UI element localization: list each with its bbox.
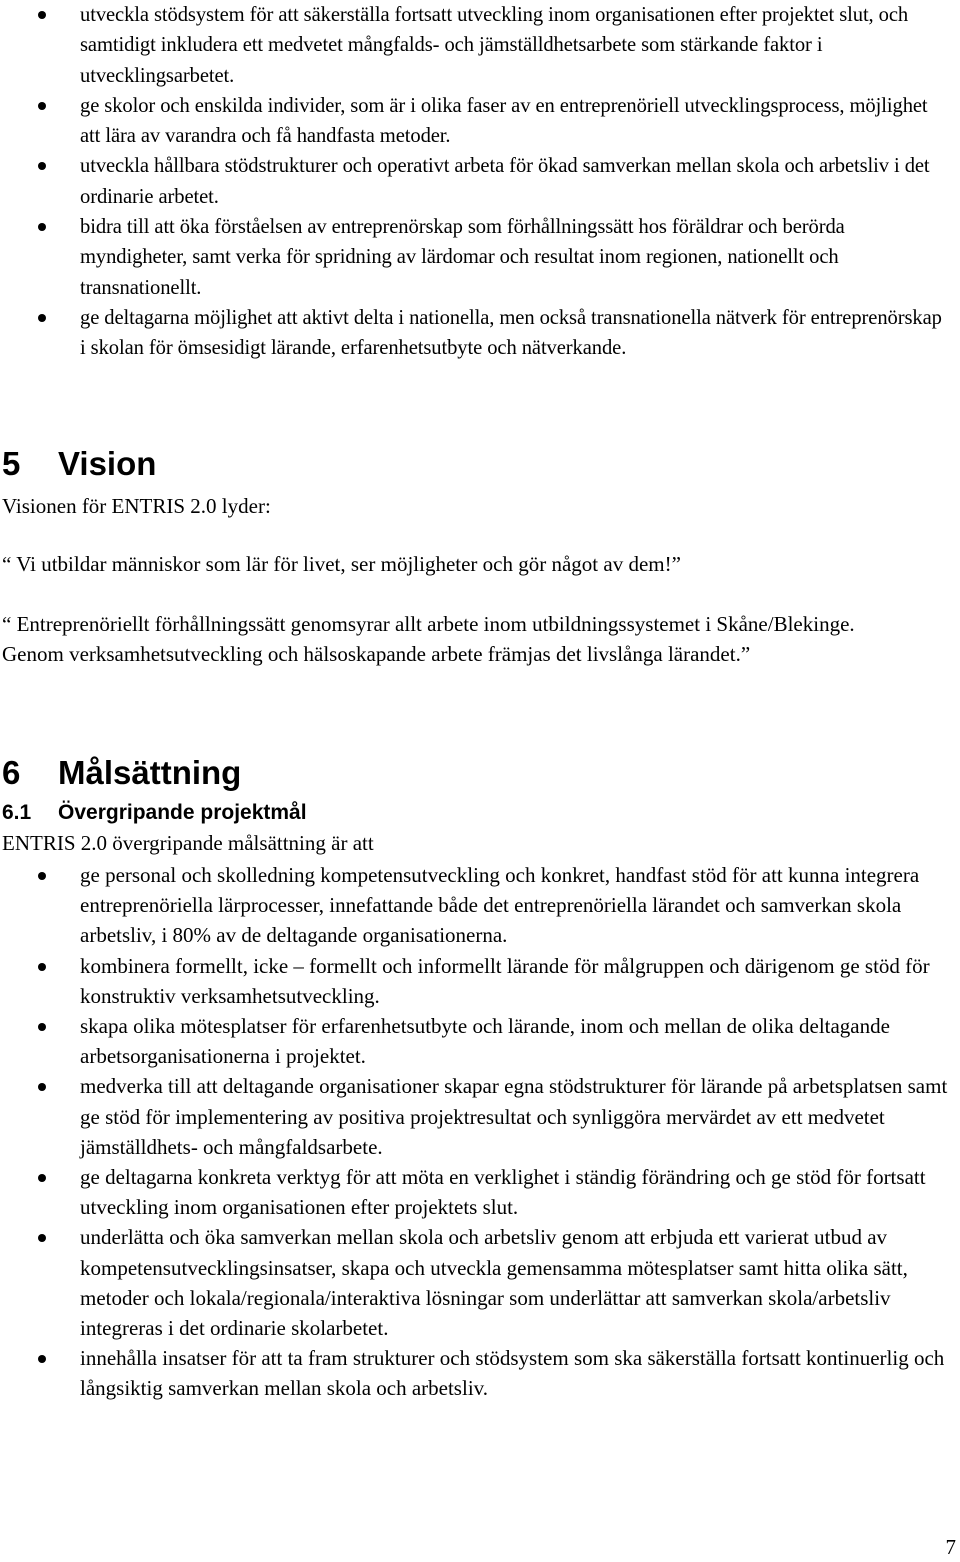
- bullet-icon: [38, 314, 46, 322]
- subsection-title: Övergripande projektmål: [58, 801, 307, 824]
- list-item-text: kombinera formellt, icke – formellt och informellt lärande för målgruppen och därigenom ge stöd för konstruktiv verksamhetsutveckling.: [80, 953, 930, 1008]
- bullet-icon: [38, 1234, 46, 1242]
- bullet-icon: [38, 11, 46, 19]
- bullet-icon: [38, 1023, 46, 1031]
- list-item-text: ge deltagarna konkreta verktyg för att möta en verklighet i ständig förändring och ge stöd för fortsatt utveckling inom organisationen efter projektets slut.: [80, 1165, 926, 1220]
- section-title: Målsättning: [58, 754, 242, 791]
- list-item-text: utveckla hållbara stödstrukturer och operativt arbeta för ökad samverkan mellan skola och arbetsliv i det ordinarie arbetet.: [80, 155, 930, 208]
- section-number: 6: [2, 754, 21, 791]
- list-item-text: ge deltagarna möjlighet att aktivt delta i nationella, men också transnationella nätverk för entreprenörskap i skolan för ömsesidigt lärande, erfarenhetsutbyte och nätverkande.: [80, 306, 942, 360]
- list-item-text: ge personal och skolledning kompetensutveckling och konkret, handfast stöd för att kunna integrera entreprenöriella lärprocesser, innefattande både det entreprenöriella lärandet och samverkan skola arbetsliv, i 80% av de deltagande organisationerna.: [80, 863, 920, 948]
- goals-list: [0, 860, 960, 1404]
- vision-quote: “ Vi utbildar människor som lär för livet, ser möjligheter och gör något av dem!”: [2, 552, 681, 576]
- list-item: [0, 1071, 960, 1162]
- list-item: [0, 1222, 960, 1343]
- bullet-icon: [38, 1174, 46, 1182]
- bullet-icon: [38, 1083, 46, 1091]
- list-item-text: innehålla insatser för att ta fram strukturer och stödsystem som ska säkerställa fortsatt kontinuerlig och långsiktig samverkan mellan skola och arbetsliv.: [80, 1346, 945, 1401]
- list-item: [0, 151, 945, 212]
- bullet-icon: [38, 1355, 46, 1363]
- list-item: [0, 860, 960, 951]
- subsection-heading: [2, 800, 307, 826]
- bullet-icon: [38, 872, 46, 880]
- bullet-icon: [38, 162, 46, 170]
- objectives-list: [0, 0, 945, 364]
- section-number: 5: [2, 445, 21, 482]
- vision-statement: “ Entreprenöriellt förhållningssätt genomsyrar allt arbete inom utbildningssystemet i Skåne/Blekinge. Genom verksamhetsutveckling och hälsoskapande arbete främjas det livslånga lärandet.”: [2, 612, 855, 667]
- list-item-text: medverka till att deltagande organisationer skapar egna stödstrukturer för lärande på arbetsplatsen samt ge stöd för implementering av positiva projektresultat och synliggöra mervärdet av ett medvetet jämställdhets- och mångfaldsarbete.: [80, 1074, 948, 1159]
- vision-heading: [2, 444, 156, 484]
- bullet-icon: [38, 102, 46, 110]
- goals-heading: [2, 753, 241, 793]
- list-item-text: bidra till att öka förståelsen av entreprenörskap som förhållningssätt hos föräldrar och berörda myndigheter, samt verka för spridning av lärdomar och resultat inom regionen, nationellt och transnationellt.: [80, 216, 845, 299]
- page-number: 7: [945, 1535, 956, 1559]
- list-item: [0, 1162, 960, 1222]
- vision-quote-text: Vi utbildar människor som lär för livet, ser möjligheter och gör något av dem!: [16, 552, 672, 576]
- goals-intro: ENTRIS 2.0 övergripande målsättning är att: [2, 831, 374, 855]
- subsection-number: 6.1: [2, 801, 32, 824]
- list-item-text: ge skolor och enskilda individer, som är i olika faser av en entreprenöriell utvecklingsprocess, möjlighet att lära av varandra och få handfasta metoder.: [80, 94, 928, 148]
- bullet-icon: [38, 223, 46, 231]
- list-item-text: utveckla stödsystem för att säkerställa fortsatt utveckling inom organisationen efter projektet slut, och samtidigt inkludera ett medvetet mångfalds- och jämställdhetsarbete som stärkande faktor i utvecklingsarbetet.: [80, 4, 909, 87]
- list-item: [0, 212, 945, 303]
- list-item: [0, 951, 960, 1011]
- list-item: [0, 91, 945, 152]
- vision-statement-text: Entreprenöriellt förhållningssätt genomsyrar allt arbete inom utbildningssystemet i Skåne/Blekinge. Genom verksamhetsutveckling och hälsoskapande arbete främjas det livslånga lärandet.: [2, 612, 855, 667]
- list-item-text: skapa olika mötesplatser för erfarenhetsutbyte och lärande, inom och mellan de olika deltagande arbetsorganisationerna i projektet.: [80, 1014, 890, 1069]
- section-title: Vision: [58, 445, 157, 482]
- vision-intro: Visionen för ENTRIS 2.0 lyder:: [2, 494, 271, 518]
- list-item: [0, 1343, 960, 1403]
- list-item: [0, 303, 945, 364]
- bullet-icon: [38, 963, 46, 971]
- list-item: [0, 0, 945, 91]
- list-item-text: underlätta och öka samverkan mellan skola och arbetsliv genom att erbjuda ett varierat utbud av kompetensutvecklingsinsatser, skapa och utveckla gemensamma mötesplatser samt hitta olika sätt, metoder och lokala/regionala/interaktiva lösningar som underlättar att samverkan skola/arbetsliv integreras i det ordinarie skolarbetet.: [80, 1225, 908, 1341]
- list-item: [0, 1011, 960, 1071]
